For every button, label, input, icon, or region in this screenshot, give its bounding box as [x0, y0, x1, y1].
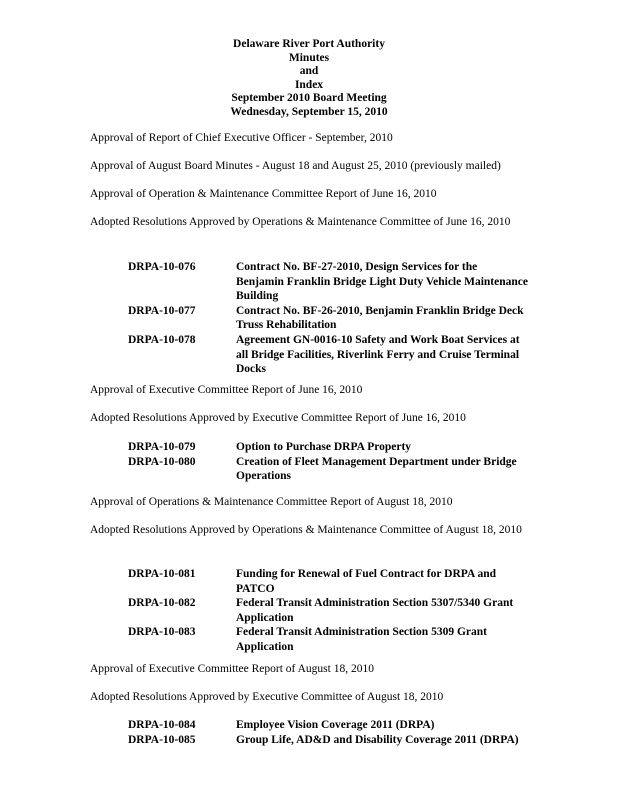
resolution-code: DRPA-10-077 — [128, 304, 196, 317]
resolution-code: DRPA-10-085 — [128, 733, 196, 746]
resolution-desc: Creation of Fleet Management Department under Bridge Operations — [236, 455, 517, 483]
resolution-row — [128, 718, 528, 733]
resolution-code: DRPA-10-076 — [128, 261, 196, 273]
resolution-desc: Contract No. BF-26-2010, Benjamin Franklin Bridge Deck Truss Rehabilitation — [236, 304, 524, 332]
resolution-desc: Federal Transit Administration Section 5309 Grant Application — [236, 626, 487, 653]
resolution-desc: Group Life, AD&D and Disability Coverage 2011 (DRPA) — [236, 733, 519, 746]
resolution-list-om-august — [128, 567, 528, 655]
item-om-report-august: Approval of Operations & Maintenance Committee Report of August 18, 2010 — [90, 496, 453, 508]
resolution-code: DRPA-10-079 — [128, 441, 196, 453]
resolution-list-exec-june — [128, 440, 528, 484]
item-exec-resolutions-august: Adopted Resolutions Approved by Executive Committee of August 18, 2010 — [90, 691, 444, 703]
resolution-desc: Option to Purchase DRPA Property — [236, 441, 412, 453]
resolution-row — [128, 304, 528, 333]
resolution-row — [128, 733, 528, 748]
item-om-resolutions-june: Adopted Resolutions Approved by Operations & Maintenance Committee of June 16, 2010 — [90, 216, 511, 228]
resolution-row — [128, 596, 528, 625]
resolution-desc: Federal Transit Administration Section 5307/5340 Grant Application — [236, 597, 514, 624]
resolution-row — [128, 260, 528, 304]
resolution-code: DRPA-10-080 — [128, 455, 196, 468]
meeting-date: Wednesday, September 15, 2010 — [230, 105, 388, 118]
item-om-report-june: Approval of Operation & Maintenance Committee Report of June 16, 2010 — [90, 188, 437, 200]
header-index: Index — [294, 78, 324, 91]
meeting-title: September 2010 Board Meeting — [231, 92, 387, 105]
header-minutes: Minutes — [288, 51, 330, 64]
resolution-row — [128, 625, 528, 654]
resolution-list-exec-august — [128, 718, 528, 747]
resolution-desc: Employee Vision Coverage 2011 (DRPA) — [236, 719, 435, 731]
item-ceo-report: Approval of Report of Chief Executive Officer - September, 2010 — [90, 132, 393, 144]
resolution-row — [128, 567, 528, 596]
document-header — [0, 38, 618, 120]
resolution-code: DRPA-10-084 — [128, 719, 196, 731]
header-and: and — [299, 65, 319, 78]
resolution-desc: Contract No. BF-27-2010, Design Services for the Benjamin Franklin Bridge Light Duty Vehicle Maintenance Building — [236, 261, 528, 303]
resolution-row — [128, 333, 528, 377]
resolution-row — [128, 440, 528, 455]
item-august-minutes: Approval of August Board Minutes - August 18 and August 25, 2010 (previously mailed) — [90, 160, 501, 172]
item-om-resolutions-august: Adopted Resolutions Approved by Operations & Maintenance Committee of August 18, 2010 — [90, 524, 522, 536]
resolution-code: DRPA-10-078 — [128, 333, 196, 346]
resolution-desc: Agreement GN-0016-10 Safety and Work Boat Services at all Bridge Facilities, Riverlink Ferry and Cruise Terminal Docks — [236, 333, 520, 376]
resolution-code: DRPA-10-081 — [128, 568, 196, 580]
resolution-code: DRPA-10-082 — [128, 597, 196, 610]
resolution-row — [128, 455, 528, 484]
item-exec-report-august: Approval of Executive Committee Report of August 18, 2010 — [90, 663, 374, 675]
resolution-desc: Funding for Renewal of Fuel Contract for DRPA and PATCO — [236, 568, 497, 595]
item-exec-report-june: Approval of Executive Committee Report of June 16, 2010 — [90, 384, 363, 396]
resolution-code: DRPA-10-083 — [128, 626, 196, 639]
org-name: Delaware River Port Authority — [233, 38, 385, 50]
resolution-list-om-june — [128, 260, 528, 377]
item-exec-resolutions-june: Adopted Resolutions Approved by Executive Committee Report of June 16, 2010 — [90, 412, 466, 424]
